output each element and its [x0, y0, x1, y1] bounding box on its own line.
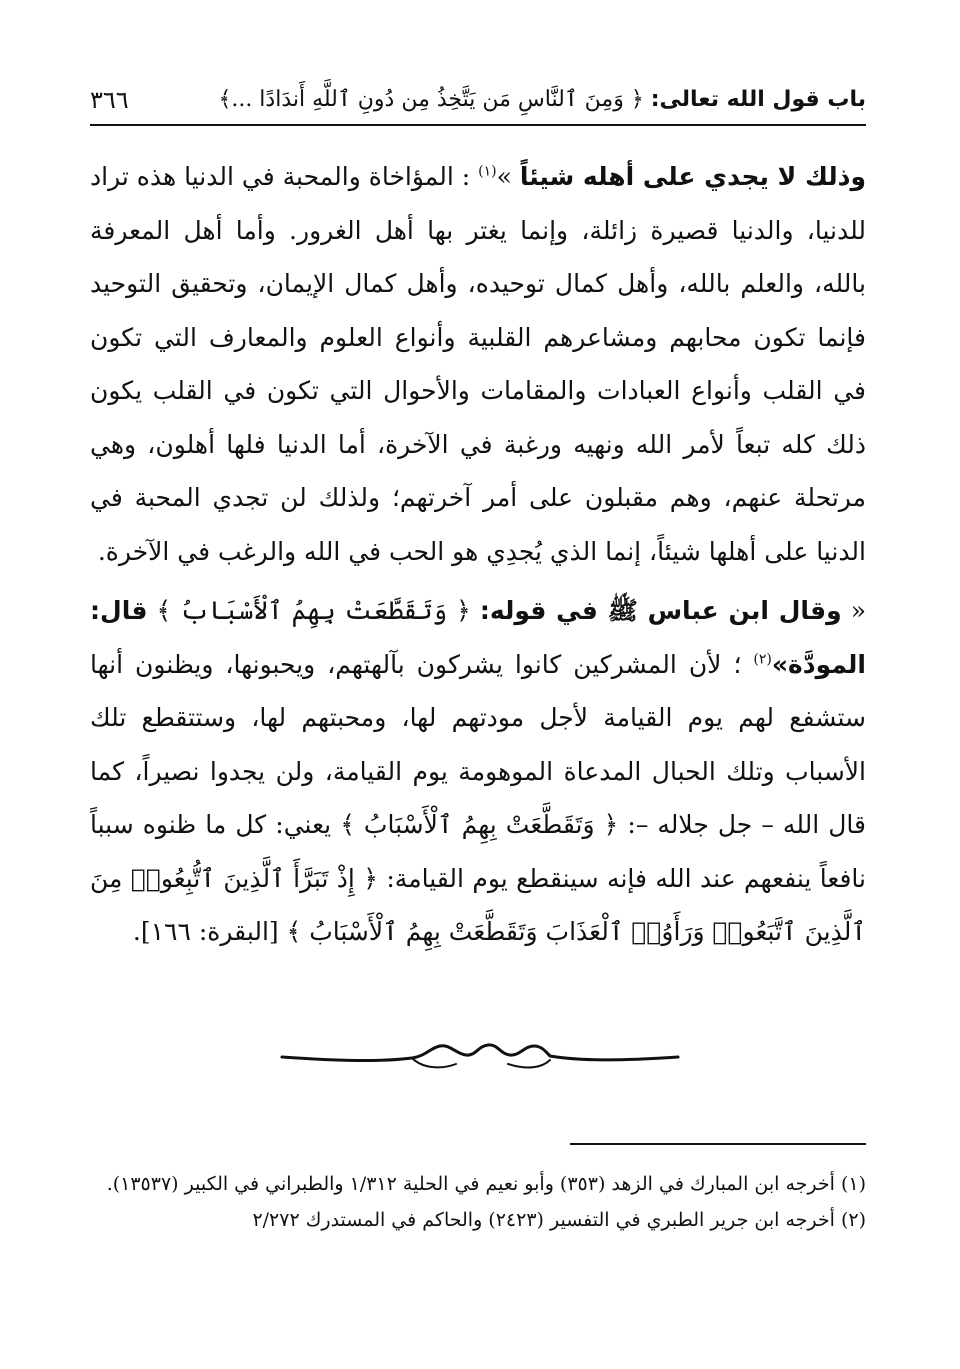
footnotes: [90, 1166, 866, 1238]
footnote-ref-2: (٢): [753, 651, 772, 668]
paragraph-2: [90, 584, 866, 959]
ornamental-divider: [280, 1030, 680, 1080]
quran-verse-1: ﴿ وَتَقَطَّعَتْ بِهِمُ ٱلْأَسْبَابُ ﴾: [156, 596, 471, 625]
page-header: [90, 80, 866, 126]
quran-verse-3: ﴿ إِذْ تَبَرَّأَ ٱلَّذِينَ ٱتُّبِعُوا۟ مِنَ ٱلَّذِينَ ٱتَّبَعُوا۟ وَرَأَوُا۟ ٱلْعَذَابَ وَتَقَطَّعَتْ بِهِمُ ٱلْأَسْبَابُ ﴾: [90, 863, 866, 946]
ibn-abbas-intro: وقال ابن عباس ﷺ في قوله:: [479, 596, 842, 625]
quoted-phrase: وذلك لا يجدي على أهله شيئاً: [519, 162, 867, 191]
chapter-verse: ﴿ وَمِنَ ٱلنَّاسِ مَن يَتَّخِذُ مِن دُونِ ٱللَّهِ أَندَادًا ...﴾: [218, 87, 644, 112]
quote-open-mark: «: [850, 596, 867, 625]
paragraph-2-text-2: يعني: كل ما ظنوه سبباً نافعاً ينفعهم عند الله فإنه سينقطع يوم القيامة:: [90, 810, 866, 893]
footnote-1: (١) أخرجه ابن المبارك في الزهد (٣٥٣) وأبو نعيم في الحلية ١/٣١٢ والطبراني في الكبير (١٣٥٣٧).: [106, 1173, 866, 1195]
footnote-2: (٢) أخرجه ابن جرير الطبري في التفسير (٢٤٢٣) والحاكم في المستدرك ٢/٢٧٢: [252, 1209, 866, 1231]
quran-verse-2: ﴿ وَتَقَطَّعَتْ بِهِمُ ٱلْأَسْبَابُ ﴾: [340, 810, 619, 839]
footnote-ref-1: (١): [478, 163, 497, 180]
chapter-title: [218, 80, 866, 120]
quote-close-mark: »: [496, 162, 512, 191]
paragraph-1: [90, 150, 866, 578]
chapter-heading: باب قول الله تعالى:: [650, 87, 866, 112]
main-text: [90, 150, 866, 959]
footnote-separator: [570, 1143, 866, 1145]
paragraph-1-text: : المؤاخاة والمحبة في الدنيا هذه تراد للدنيا، والدنيا قصيرة زائلة، وإنما يغتر بها أهل الغرور. وأما أهل المعرفة بالله، والعلم بالله، وأهل كمال توحيده، وأهل كمال الإيمان، وتحقيق التوحيد فإنما تكون محابهم ومشاعرهم القلبية وأنواع العلوم والمعارف التي تكون في القلب وأنواع العبادات والمقامات والأحوال التي تكون في القلب يكون ذلك كله تبعاً لأمر الله ونهيه ورغبة في الآخرة، أما الدنيا فلها أهلون، وهي مرتحلة عنهم، وهم مقبلون على أمر آخرتهم؛ ولذلك لن تجدي المحبة في الدنيا على أهلها شيئاً، إنما الذي يُجدِي هو الحب في الله والرغب في الآخرة.: [90, 162, 866, 566]
verse-citation: [البقرة: ١٦٦].: [132, 917, 279, 946]
paragraph-2-text-1: ؛ لأن المشركين كانوا يشركون بآلهتهم، ويحبونها، ويظنون أنها ستشفع لهم يوم القيامة لأجل مودتهم لها، ومحبتهم لها، وستتقطع تلك الأسباب وتلك الحبال المدعاة الموهومة يوم القيامة، ولن يجدوا نصيراً، كما قال الله – جل جلاله –:: [90, 649, 866, 839]
page-number: ٣٦٦: [90, 86, 129, 114]
ibn-abbas-saying: قال: المودَّة»: [90, 596, 866, 679]
